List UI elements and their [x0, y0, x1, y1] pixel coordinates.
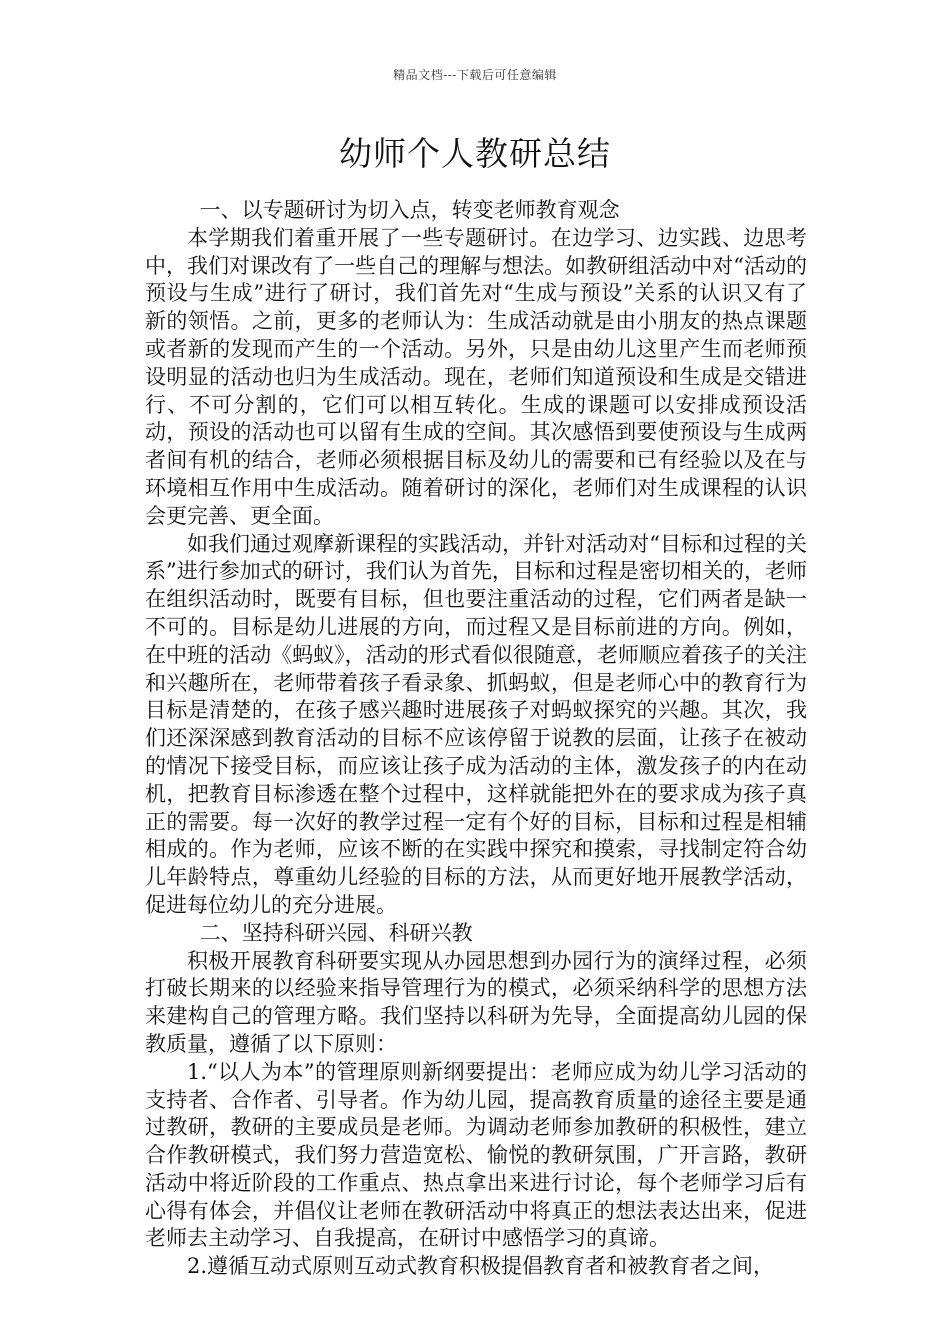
- body-paragraph: 如我们通过观摩新课程的实践活动，并针对活动对“目标和过程的关系”进行参加式的研讨，我们认为首先，目标和过程是密切相关的，老师在组织活动时，既要有目标，但也要注重活动的过程，它们两者是缺一不可的。目标是幼儿进展的方向，而过程又是目标前进的方向。例如，在中班的活动《蚂蚁》，活动的形式看似很随意，老师顺应着孩子的关注和兴趣所在，老师带着孩子看录象、抓蚂蚁，但是老师心中的教育行为目标是清楚的，在孩子感兴趣时进展孩子对蚂蚁探究的兴趣。其次，我们还深深感到教育活动的目标不应该停留于说教的层面，让孩子在被动的情况下接受目标，而应该让孩子成为活动的主体，激发孩子的内在动机，把教育目标渗透在整个过程中，这样就能把外在的要求成为孩子真正的需要。每一次好的教学过程一定有个好的目标，目标和过程是相辅相成的。作为老师，应该不断的在实践中探究和摸索，寻找制定符合幼儿年龄特点，尊重幼儿经验的目标的方法，从而更好地开展教学活动，促进每位幼儿的充分进展。: [145, 531, 807, 917]
- section-heading-2: 二、坚持科研兴园、科研兴教: [199, 920, 473, 945]
- body-paragraph: 1.“以人为本”的管理原则新纲要提出：老师应成为幼儿学习活动的支持者、合作者、引导者。作为幼儿园，提高教育质量的途径主要是通过教研，教研的主要成员是老师。为调动老师参加教研的积极性，建立合作教研模式，我们努力营造宽松、愉悦的教研氛围，广开言路，教研活动中将近阶段的工作重点、热点拿出来进行讨论，每个老师学习后有心得有体会，并倡仪让老师在教研活动中将真正的想法表达出来，促进老师去主动学习、自我提高，在研讨中感悟学习的真谛。: [145, 1059, 807, 1251]
- body-paragraph: 2.遵循互动式原则互动式教育积极提倡教育者和被教育者之间，: [187, 1254, 775, 1279]
- body-paragraph: 积极开展教育科研要实现从办园思想到办园行为的演绎过程，必须打破长期来的以经验来指导管理行为的模式，必须采纳科学的思想方法来建构自己的管理方略。我们坚持以科研为先导，全面提高幼儿园的保教质量，遵循了以下原则：: [145, 948, 807, 1056]
- body-paragraph: 本学期我们着重开展了一些专题研讨。在边学习、边实践、边思考中，我们对课改有了一些自己的理解与想法。如教研组活动中对“活动的预设与生成”进行了研讨，我们首先对“生成与预设”关系的认识又有了新的领悟。之前，更多的老师认为：生成活动就是由小朋友的热点课题或者新的发现而产生的一个活动。另外，只是由幼儿这里产生而老师预设明显的活动也归为生成活动。现在，老师们知道预设和生成是交错进行、不可分割的，它们可以相互转化。生成的课题可以安排成预设活动，预设的活动也可以留有生成的空间。其次感悟到要使预设与生成两者间有机的结合，老师必须根据目标及幼儿的需要和已有经验以及在与环境相互作用中生成活动。随着研讨的深化，老师们对生成课程的认识会更完善、更全面。: [145, 225, 807, 528]
- page-header-note: 精品文档---下载后可任意编辑: [393, 68, 557, 82]
- document-body: [145, 197, 807, 1281]
- section-heading-1: 一、以专题研讨为切入点，转变老师教育观念: [199, 198, 620, 222]
- document-title: 幼师个人教研总结: [339, 134, 611, 173]
